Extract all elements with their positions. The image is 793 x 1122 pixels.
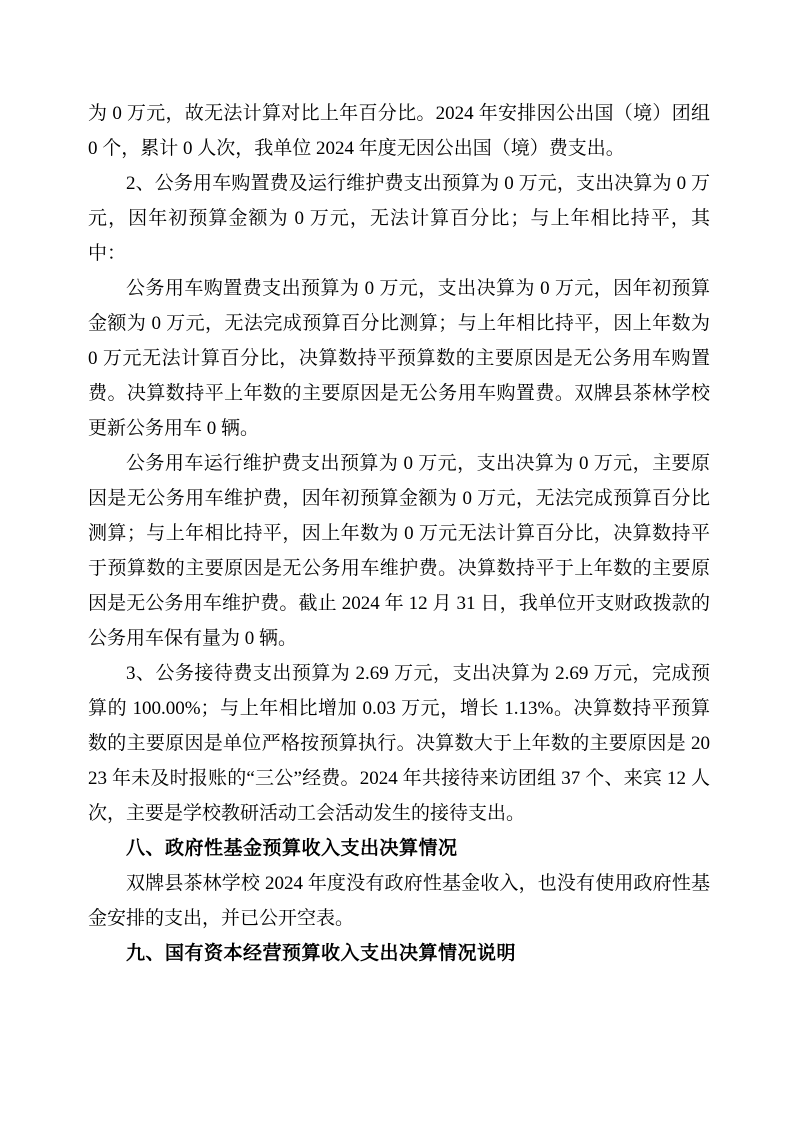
body-paragraph: 公务用车购置费支出预算为 0 万元，支出决算为 0 万元，因年初预算金额为 0 万元，无法完成预算百分比测算；与上年相比持平，因上年数为 0 万元无法计算百分比，决算数持平预算数的主要原因是无公务用车购置费。决算数持平上年数的主要原因是无公务用车购置费。双牌县茶林学校更新公务用车 0 辆。 [88,278,710,439]
section-heading: 九、国有资本经营预算收入支出决算情况说明 [126,943,517,964]
section-heading: 八、政府性基金预算收入支出决算情况 [126,838,458,859]
body-paragraph: 双牌县茶林学校 2024 年度没有政府性基金收入，也没有使用政府性基金安排的支出，并已公开空表。 [88,873,710,929]
document-content [88,96,710,971]
body-paragraph: 3、公务接待费支出预算为 2.69 万元，支出决算为 2.69 万元，完成预算的 100.00%；与上年相比增加 0.03 万元，增长 1.13%。决算数持平预算数的主要原因是单位严格按预算执行。决算数大于上年数的主要原因是 2023 年未及时报账的“三公”经费。2024 年共接待来访团组 37 个、来宾 12 人次，主要是学校教研活动工会活动发生的接待支出。 [88,663,710,824]
body-paragraph: 2、公务用车购置费及运行维护费支出预算为 0 万元，支出决算为 0 万元，因年初预算金额为 0 万元，无法计算百分比；与上年相比持平，其中： [88,173,710,264]
body-paragraph: 为 0 万元，故无法计算对比上年百分比。2024 年安排因公出国（境）团组 0 个，累计 0 人次，我单位 2024 年度无因公出国（境）费支出。 [88,103,710,159]
body-paragraph: 公务用车运行维护费支出预算为 0 万元，支出决算为 0 万元，主要原因是无公务用车维护费，因年初预算金额为 0 万元，无法完成预算百分比测算；与上年相比持平，因上年数为 0 万元无法计算百分比，决算数持平于预算数的主要原因是无公务用车维护费。决算数持平于上年数的主要原因是无公务用车维护费。截止 2024 年 12 月 31 日，我单位开支财政拨款的公务用车保有量为 0 辆。 [88,453,710,649]
